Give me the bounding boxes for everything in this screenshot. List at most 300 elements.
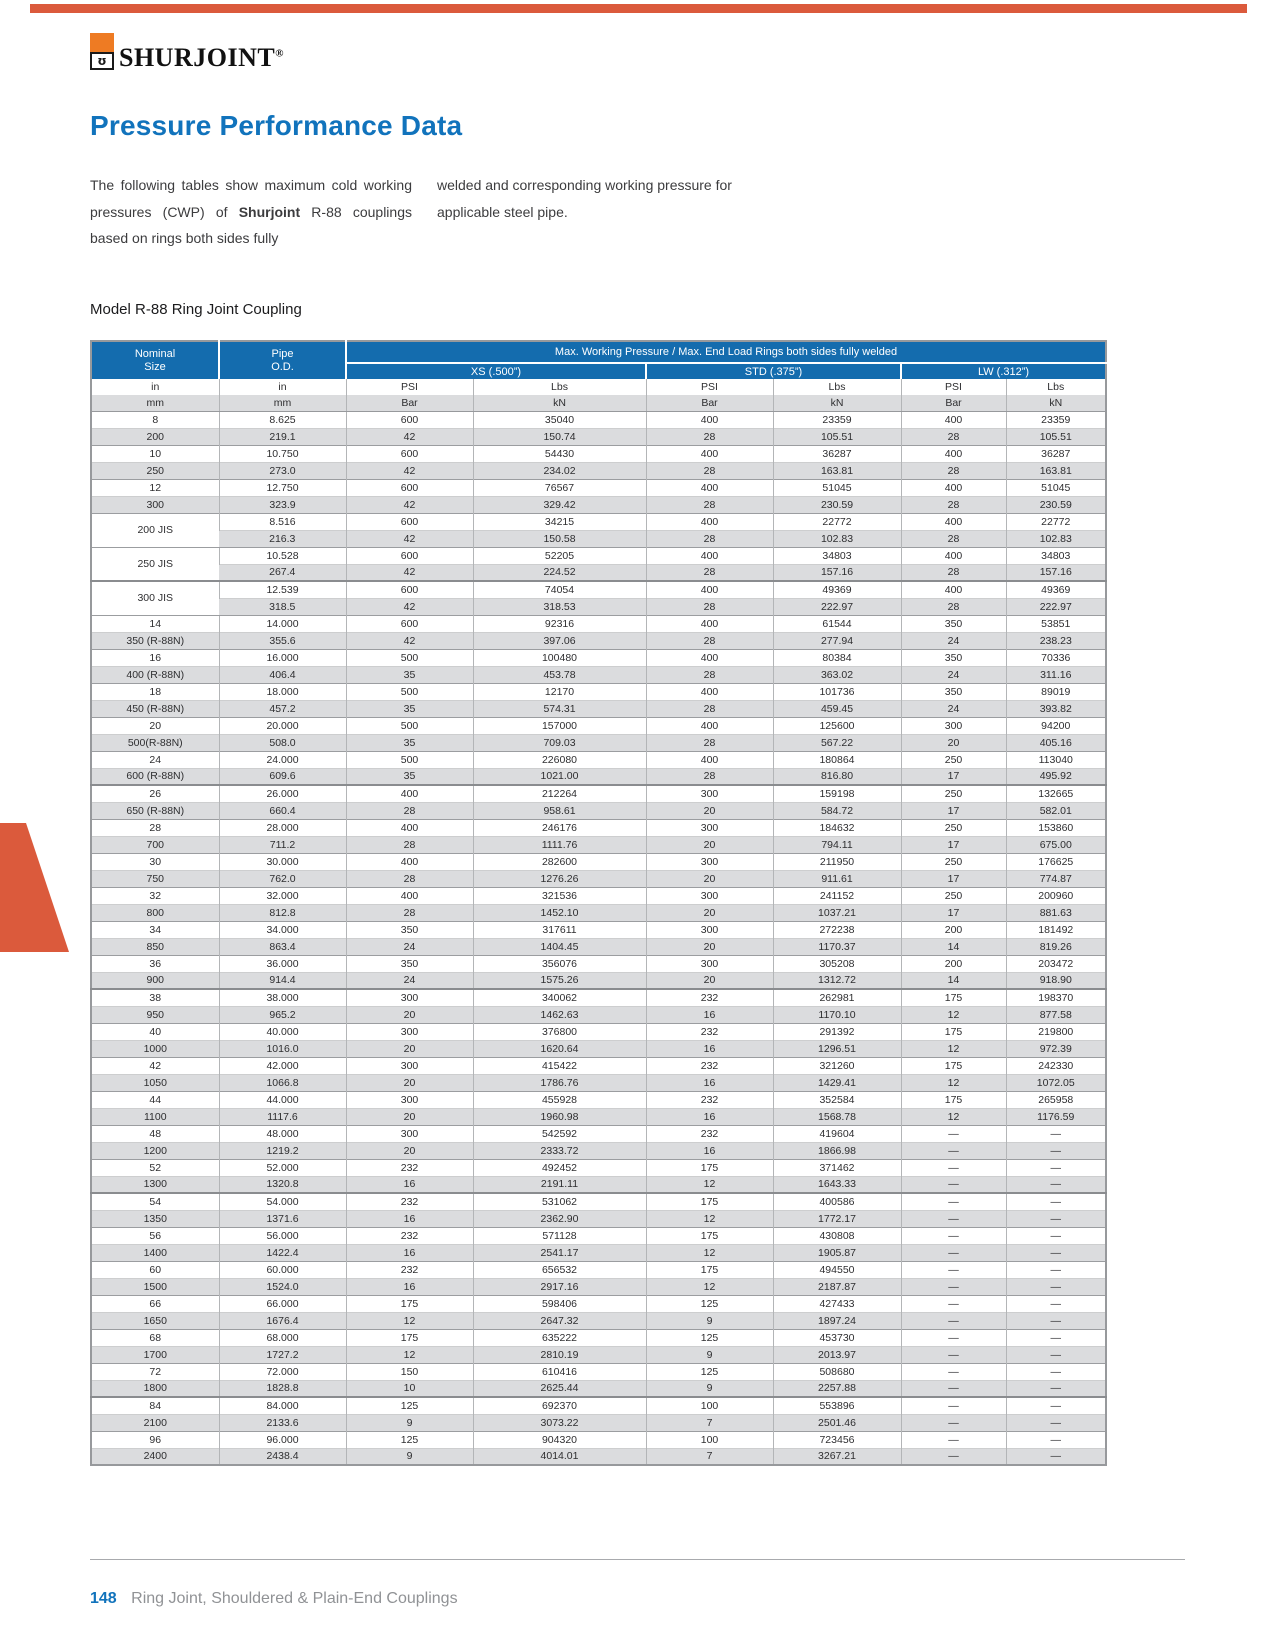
cell: 329.42: [473, 496, 646, 513]
cell: 234.02: [473, 462, 646, 479]
cell: 700: [91, 836, 219, 853]
cell: 224.52: [473, 564, 646, 581]
cell: 400: [646, 547, 773, 564]
cell: —: [1006, 1193, 1106, 1210]
cell: 609.6: [219, 768, 346, 785]
cell: 1111.76: [473, 836, 646, 853]
cell: 356076: [473, 955, 646, 972]
header-nominal-size: Nominal Size: [91, 341, 219, 379]
cell: 1320.8: [219, 1176, 346, 1193]
cell: 1786.76: [473, 1074, 646, 1091]
cell: 10.528: [219, 547, 346, 564]
cell: 42: [346, 462, 473, 479]
cell: 453730: [773, 1329, 901, 1346]
cell: 12: [901, 1108, 1006, 1125]
cell: 219800: [1006, 1023, 1106, 1040]
cell: 340062: [473, 989, 646, 1006]
cell: 20: [646, 972, 773, 989]
cell: 28: [346, 904, 473, 921]
cell: 54: [91, 1193, 219, 1210]
cell: 28: [646, 598, 773, 615]
cell: 49369: [773, 581, 901, 598]
cell: 36287: [1006, 445, 1106, 462]
cell: 16: [646, 1142, 773, 1159]
table-row: [91, 1278, 1106, 1295]
cell: 904320: [473, 1431, 646, 1448]
cell: 400 (R-88N): [91, 666, 219, 683]
cell: 635222: [473, 1329, 646, 1346]
cell: 28: [901, 496, 1006, 513]
cell: 400: [901, 581, 1006, 598]
cell: 250: [901, 887, 1006, 904]
cell: 232: [646, 1023, 773, 1040]
cell: 1524.0: [219, 1278, 346, 1295]
cell: 2541.17: [473, 1244, 646, 1261]
cell: 1452.10: [473, 904, 646, 921]
cell: 175: [901, 1023, 1006, 1040]
cell: —: [901, 1380, 1006, 1397]
table-row: [91, 1448, 1106, 1465]
cell: 1568.78: [773, 1108, 901, 1125]
table-row: [91, 870, 1106, 887]
cell: 36.000: [219, 955, 346, 972]
cell: 12: [346, 1312, 473, 1329]
cell: 14: [901, 938, 1006, 955]
cell: 175: [346, 1329, 473, 1346]
table-row: [91, 1380, 1106, 1397]
units-row-metric: mm mm Bar kN Bar kN Bar kN: [91, 395, 1106, 411]
cell: 125: [646, 1329, 773, 1346]
cell: 200 JIS: [91, 513, 219, 547]
cell: 1897.24: [773, 1312, 901, 1329]
cell: 965.2: [219, 1006, 346, 1023]
cell: 1643.33: [773, 1176, 901, 1193]
cell: 14.000: [219, 615, 346, 632]
cell: 42: [346, 632, 473, 649]
cell: 1828.8: [219, 1380, 346, 1397]
cell: 175: [901, 989, 1006, 1006]
cell: 300: [646, 853, 773, 870]
cell: 17: [901, 870, 1006, 887]
cell: —: [1006, 1227, 1106, 1244]
table-row: [91, 1023, 1106, 1040]
cell: 723456: [773, 1431, 901, 1448]
table-row: [91, 615, 1106, 632]
cell: 42: [346, 598, 473, 615]
logo-glyph: ʊ: [97, 54, 107, 68]
cell: 18.000: [219, 683, 346, 700]
cell: 584.72: [773, 802, 901, 819]
cell: 371462: [773, 1159, 901, 1176]
header-section-lw: LW (.312”): [901, 363, 1106, 379]
table-row: [91, 1431, 1106, 1448]
cell: 28: [646, 564, 773, 581]
table-row: [91, 734, 1106, 751]
cell: 26: [91, 785, 219, 802]
cell: 200: [901, 921, 1006, 938]
cell: 300: [901, 717, 1006, 734]
cell: 24: [91, 751, 219, 768]
cell: 863.4: [219, 938, 346, 955]
cell: 198370: [1006, 989, 1106, 1006]
cell: 17: [901, 836, 1006, 853]
cell: 20: [346, 1040, 473, 1057]
cell: 54.000: [219, 1193, 346, 1210]
table-row: [91, 1108, 1106, 1125]
cell: 2191.11: [473, 1176, 646, 1193]
cell: 76567: [473, 479, 646, 496]
cell: 14: [91, 615, 219, 632]
table-row: [91, 751, 1106, 768]
cell: —: [901, 1261, 1006, 1278]
cell: 323.9: [219, 496, 346, 513]
table-row: [91, 1397, 1106, 1414]
cell: 211950: [773, 853, 901, 870]
cell: 12: [646, 1244, 773, 1261]
cell: 262981: [773, 989, 901, 1006]
cell: 250: [91, 462, 219, 479]
cell: —: [901, 1193, 1006, 1210]
cell: 175: [646, 1159, 773, 1176]
cell: 600: [346, 615, 473, 632]
cell: 200: [91, 428, 219, 445]
cell: 219.1: [219, 428, 346, 445]
cell: 32: [91, 887, 219, 904]
cell: 350: [901, 649, 1006, 666]
cell: 212264: [473, 785, 646, 802]
page-number: 148: [90, 1590, 117, 1607]
table-row: [91, 1176, 1106, 1193]
cell: 881.63: [1006, 904, 1106, 921]
table-row: [91, 938, 1106, 955]
cell: 18: [91, 683, 219, 700]
cell: 52: [91, 1159, 219, 1176]
cell: 9: [646, 1346, 773, 1363]
cell: 42: [346, 428, 473, 445]
cell: 400: [646, 615, 773, 632]
cell: 350: [346, 955, 473, 972]
cell: 531062: [473, 1193, 646, 1210]
cell: 232: [346, 1261, 473, 1278]
cell: 265958: [1006, 1091, 1106, 1108]
cell: —: [1006, 1159, 1106, 1176]
cell: —: [1006, 1431, 1106, 1448]
cell: 10: [346, 1380, 473, 1397]
page-title: Pressure Performance Data: [90, 110, 463, 141]
cell: 16: [646, 1040, 773, 1057]
table-row: [91, 411, 1106, 428]
cell: 24: [346, 938, 473, 955]
cell: 400: [646, 513, 773, 530]
cell: 48: [91, 1125, 219, 1142]
cell: 2100: [91, 1414, 219, 1431]
cell: 20: [646, 938, 773, 955]
cell: 157.16: [773, 564, 901, 581]
table-row: [91, 649, 1106, 666]
cell: 500: [346, 717, 473, 734]
cell: 1072.05: [1006, 1074, 1106, 1091]
footer-section-label: Ring Joint, Shouldered & Plain-End Couplings: [131, 1590, 458, 1607]
cell: 415422: [473, 1057, 646, 1074]
table-row: [91, 1244, 1106, 1261]
cell: 102.83: [1006, 530, 1106, 547]
cell: 350: [901, 683, 1006, 700]
cell: 105.51: [773, 428, 901, 445]
cell: 200960: [1006, 887, 1106, 904]
cell: 1422.4: [219, 1244, 346, 1261]
cell: 150: [346, 1363, 473, 1380]
cell: 28: [901, 428, 1006, 445]
cell: 24: [901, 632, 1006, 649]
cell: 1200: [91, 1142, 219, 1159]
cell: 28.000: [219, 819, 346, 836]
table-row: [91, 1125, 1106, 1142]
table-row: [91, 1261, 1106, 1278]
cell: —: [901, 1244, 1006, 1261]
cell: 16: [91, 649, 219, 666]
table-row: [91, 853, 1106, 870]
cell: 12.539: [219, 581, 346, 598]
cell: 1100: [91, 1108, 219, 1125]
cell: 35040: [473, 411, 646, 428]
cell: 2647.32: [473, 1312, 646, 1329]
cell: 100480: [473, 649, 646, 666]
cell: 28: [346, 836, 473, 853]
cell: 30: [91, 853, 219, 870]
cell: 100: [646, 1431, 773, 1448]
cell: 9: [646, 1312, 773, 1329]
cell: —: [1006, 1244, 1106, 1261]
cell: 94200: [1006, 717, 1106, 734]
cell: 17: [901, 768, 1006, 785]
cell: 163.81: [1006, 462, 1106, 479]
cell: 600 (R-88N): [91, 768, 219, 785]
cell: —: [901, 1312, 1006, 1329]
cell: 2362.90: [473, 1210, 646, 1227]
cell: —: [1006, 1380, 1106, 1397]
cell: 66: [91, 1295, 219, 1312]
cell: 68.000: [219, 1329, 346, 1346]
cell: 28: [646, 632, 773, 649]
cell: 28: [646, 428, 773, 445]
table-row: [91, 785, 1106, 802]
cell: 20: [646, 802, 773, 819]
cell: 774.87: [1006, 870, 1106, 887]
table-row: [91, 921, 1106, 938]
cell: 500: [346, 683, 473, 700]
cell: 1727.2: [219, 1346, 346, 1363]
cell: —: [1006, 1278, 1106, 1295]
cell: 34: [91, 921, 219, 938]
cell: 1170.37: [773, 938, 901, 955]
cell: 660.4: [219, 802, 346, 819]
header-pipe-od: Pipe O.D.: [219, 341, 346, 379]
cell: 20: [91, 717, 219, 734]
cell: 958.61: [473, 802, 646, 819]
cell: 175: [646, 1227, 773, 1244]
cell: 163.81: [773, 462, 901, 479]
table-row: [91, 1227, 1106, 1244]
cell: 1676.4: [219, 1312, 346, 1329]
table-row: [91, 1210, 1106, 1227]
cell: 28: [901, 598, 1006, 615]
table-body: [91, 411, 1106, 1465]
cell: 113040: [1006, 751, 1106, 768]
cell: 96.000: [219, 1431, 346, 1448]
cell: 1400: [91, 1244, 219, 1261]
cell: 40.000: [219, 1023, 346, 1040]
cell: 42: [346, 530, 473, 547]
cell: 400: [901, 513, 1006, 530]
cell: 600: [346, 547, 473, 564]
cell: 600: [346, 479, 473, 496]
cell: 159198: [773, 785, 901, 802]
cell: 305208: [773, 955, 901, 972]
cell: 250: [901, 785, 1006, 802]
cell: —: [901, 1448, 1006, 1465]
cell: 376800: [473, 1023, 646, 1040]
cell: 54430: [473, 445, 646, 462]
cell: 216.3: [219, 530, 346, 547]
cell: 1620.64: [473, 1040, 646, 1057]
cell: 1866.98: [773, 1142, 901, 1159]
cell: 1960.98: [473, 1108, 646, 1125]
cell: 553896: [773, 1397, 901, 1414]
cell: 10.750: [219, 445, 346, 462]
cell: 311.16: [1006, 666, 1106, 683]
cell: 38.000: [219, 989, 346, 1006]
table-row: [91, 598, 1106, 615]
cell: 157.16: [1006, 564, 1106, 581]
table-row: [91, 1159, 1106, 1176]
cell: 101736: [773, 683, 901, 700]
cell: 20: [346, 1142, 473, 1159]
table-row: [91, 836, 1106, 853]
cell: 400: [646, 751, 773, 768]
table-row: [91, 530, 1106, 547]
cell: 241152: [773, 887, 901, 904]
cell: 4014.01: [473, 1448, 646, 1465]
cell: 300: [346, 1023, 473, 1040]
cell: 180864: [773, 751, 901, 768]
cell: 1905.87: [773, 1244, 901, 1261]
cell: —: [901, 1397, 1006, 1414]
cell: 1371.6: [219, 1210, 346, 1227]
cell: 1800: [91, 1380, 219, 1397]
cell: 56.000: [219, 1227, 346, 1244]
table-row: [91, 1193, 1106, 1210]
cell: 16: [346, 1176, 473, 1193]
cell: 459.45: [773, 700, 901, 717]
table-row: [91, 581, 1106, 598]
cell: 250: [901, 853, 1006, 870]
cell: 794.11: [773, 836, 901, 853]
cell: 656532: [473, 1261, 646, 1278]
cell: 900: [91, 972, 219, 989]
logo-glyph-icon: [90, 52, 114, 70]
cell: 450 (R-88N): [91, 700, 219, 717]
cell: 28: [346, 802, 473, 819]
cell: 419604: [773, 1125, 901, 1142]
cell: 176625: [1006, 853, 1106, 870]
cell: 1050: [91, 1074, 219, 1091]
cell: 1404.45: [473, 938, 646, 955]
cell: 950: [91, 1006, 219, 1023]
cell: —: [901, 1414, 1006, 1431]
cell: 28: [646, 462, 773, 479]
cell: 709.03: [473, 734, 646, 751]
cell: 911.61: [773, 870, 901, 887]
cell: 92316: [473, 615, 646, 632]
cell: 918.90: [1006, 972, 1106, 989]
cell: 352584: [773, 1091, 901, 1108]
cell: 492452: [473, 1159, 646, 1176]
cell: 12170: [473, 683, 646, 700]
table-title: Model R-88 Ring Joint Coupling: [90, 301, 302, 318]
logo-mark: [90, 33, 114, 70]
cell: 34803: [773, 547, 901, 564]
cell: 9: [646, 1380, 773, 1397]
cell: 68: [91, 1329, 219, 1346]
cell: 282600: [473, 853, 646, 870]
cell: 571128: [473, 1227, 646, 1244]
cell: 246176: [473, 819, 646, 836]
cell: 175: [901, 1091, 1006, 1108]
cell: 8: [91, 411, 219, 428]
cell: —: [1006, 1125, 1106, 1142]
cell: 24: [346, 972, 473, 989]
cell: 427433: [773, 1295, 901, 1312]
header-section-std: STD (.375”): [646, 363, 901, 379]
cell: 125: [646, 1363, 773, 1380]
header-section-xs: XS (.500”): [346, 363, 646, 379]
cell: —: [1006, 1261, 1106, 1278]
cell: 2438.4: [219, 1448, 346, 1465]
cell: 692370: [473, 1397, 646, 1414]
table-row: [91, 717, 1106, 734]
cell: 42: [346, 564, 473, 581]
table-row: [91, 513, 1106, 530]
cell: 508680: [773, 1363, 901, 1380]
cell: 400: [646, 717, 773, 734]
cell: 70336: [1006, 649, 1106, 666]
cell: 350: [346, 921, 473, 938]
cell: —: [901, 1346, 1006, 1363]
cell: 16: [646, 1006, 773, 1023]
cell: 72: [91, 1363, 219, 1380]
intro-paragraph-left: The following tables show maximum cold working pressures (CWP) of Shurjoint R-88 couplings based on rings both sides fully: [90, 177, 412, 246]
cell: —: [1006, 1176, 1106, 1193]
cell: 20.000: [219, 717, 346, 734]
cell: 1117.6: [219, 1108, 346, 1125]
cell: 8.516: [219, 513, 346, 530]
cell: 84: [91, 1397, 219, 1414]
table-row: [91, 989, 1106, 1006]
cell: 400: [901, 547, 1006, 564]
table-row: [91, 1091, 1106, 1108]
cell: 300: [646, 819, 773, 836]
cell: 877.58: [1006, 1006, 1106, 1023]
cell: 291392: [773, 1023, 901, 1040]
cell: 3267.21: [773, 1448, 901, 1465]
cell: 318.5: [219, 598, 346, 615]
cell: 96: [91, 1431, 219, 1448]
cell: —: [1006, 1295, 1106, 1312]
cell: 12: [646, 1176, 773, 1193]
cell: 100: [646, 1397, 773, 1414]
cell: 2187.87: [773, 1278, 901, 1295]
cell: 1037.21: [773, 904, 901, 921]
